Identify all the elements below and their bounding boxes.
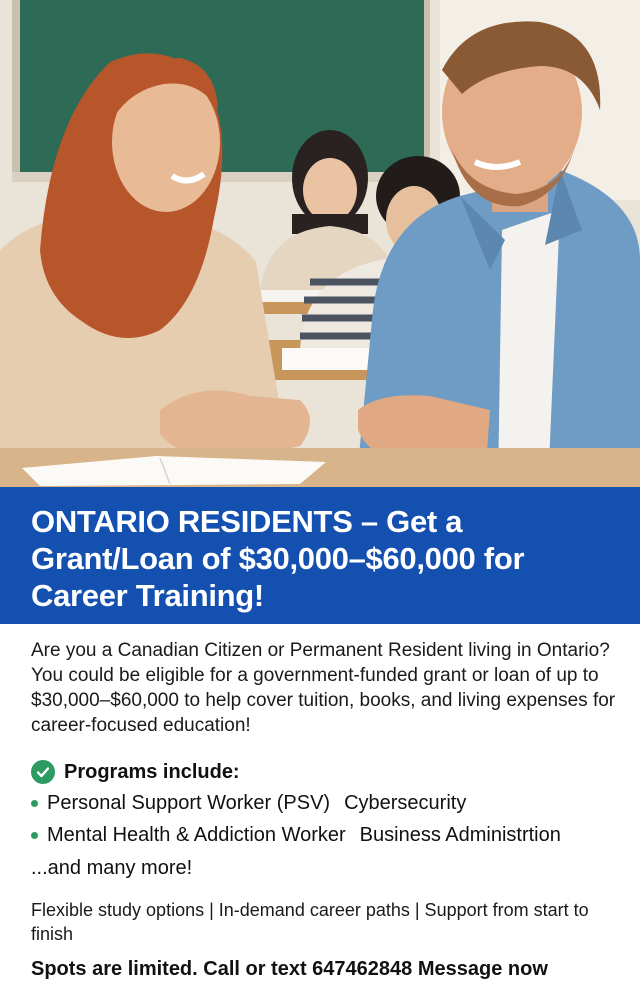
- programs-title: Programs include:: [64, 760, 240, 783]
- classroom-scene-image: [0, 0, 640, 487]
- program-item: Business Administrtion: [359, 824, 561, 846]
- program-item: Mental Health & Addiction Worker: [47, 824, 346, 846]
- ad-body: [0, 624, 640, 980]
- hero-photo: [0, 0, 640, 487]
- program-item: Cybersecurity: [344, 792, 467, 814]
- headline-banner: [0, 487, 640, 624]
- program-row: [31, 788, 616, 818]
- headline: ONTARIO RESIDENTS – Get a Grant/Loan of $30,000–$60,000 for Career Training!: [31, 504, 525, 613]
- more-programs-text: ...and many more!: [31, 857, 193, 879]
- intro-paragraph: Are you a Canadian Citizen or Permanent Resident living in Ontario? You could be eligible for a government-funded grant or loan of up to $30,000–$60,000 to help cover tuition, books, and living expenses for career-focused education!: [31, 640, 616, 736]
- program-row: [31, 820, 616, 850]
- programs-header: [31, 758, 616, 786]
- features-line: Flexible study options | In-demand career paths | Support from start to finish: [31, 900, 589, 944]
- call-to-action: Spots are limited. Call or text 647462848 Message now: [31, 958, 548, 980]
- check-circle-icon: [31, 760, 55, 784]
- bullet-dot-icon: [31, 800, 38, 807]
- program-item: Personal Support Worker (PSV): [47, 792, 331, 814]
- bullet-dot-icon: [31, 832, 38, 839]
